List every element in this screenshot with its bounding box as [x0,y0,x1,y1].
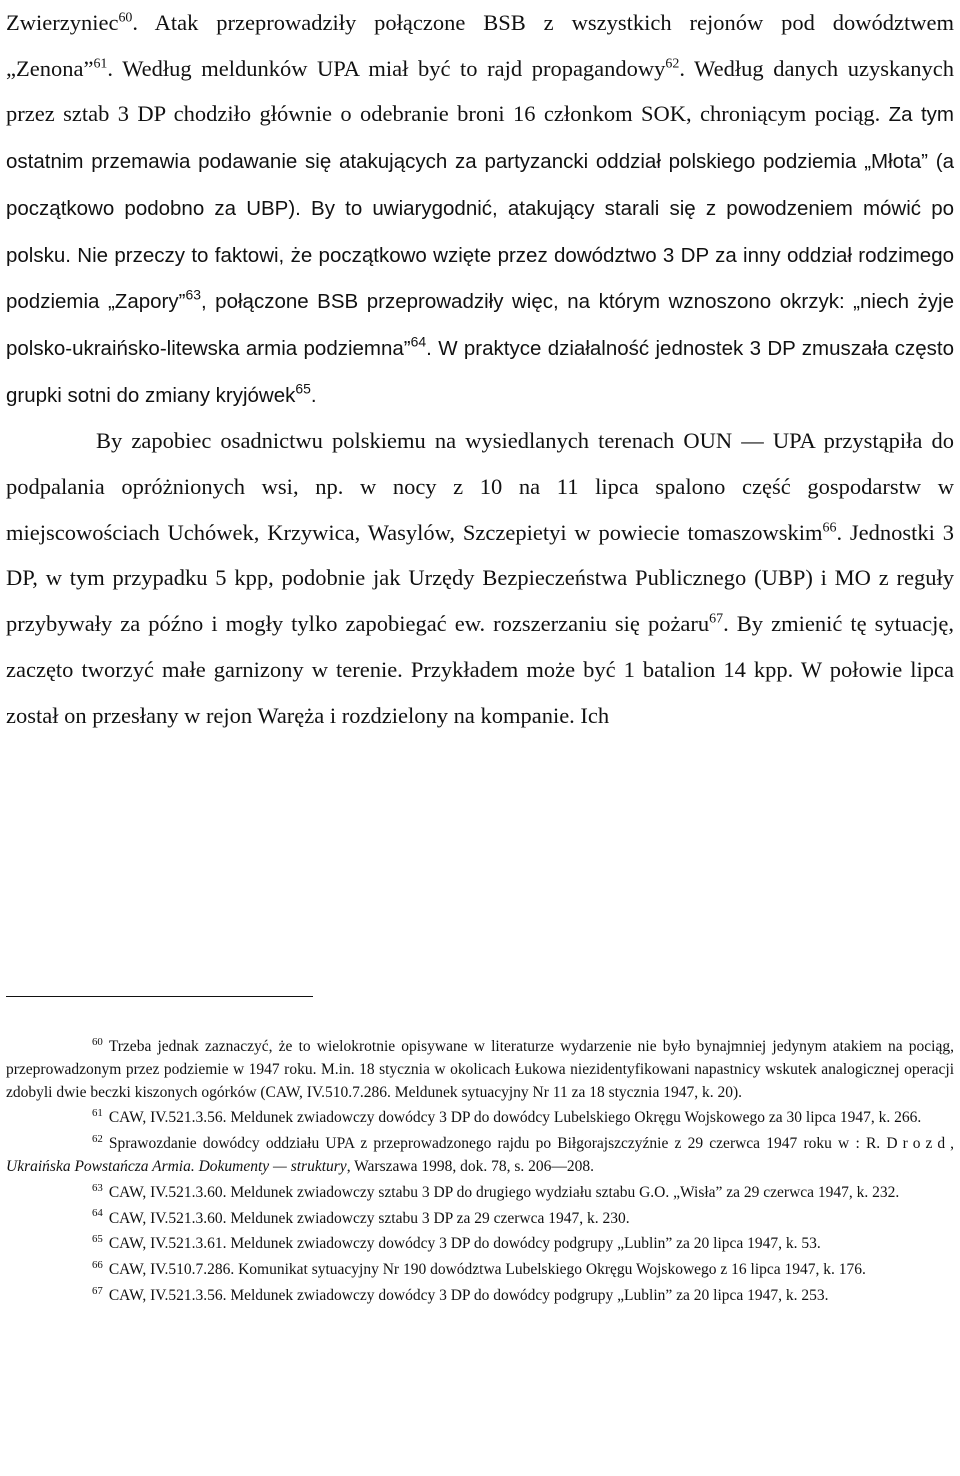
footnotes [6,1036,954,1308]
footnote [6,1259,954,1282]
footnote-ref: 60 [92,1035,103,1048]
document-page [6,0,954,1304]
text-run: . Według meldunków UPA miał być to rajd propagandowy [107,55,666,81]
footnote [6,1133,954,1179]
footnote-ref: 62 [92,1133,103,1146]
text-run: Za tym ostatnim przemawia podawanie się atakujących za partyzancki oddział polskiego podziemia „Młota” (a początkowo podobno za UBP). By to uwiarygodnić, atakujący starali się z powodzeniem mówić po polsku. Nie przeczy to faktowi, że początkowo wzięte przez dowództwo 3 DP za inny oddział rodzimego podziemia „Zapory” [6,103,954,314]
text-run: , [950,1135,954,1153]
footnote-ref: 65 [295,380,311,397]
footnote [6,1285,954,1308]
text-run: CAW, IV.510.7.286. Komunikat sytuacyjny Nr 190 dowództwa Lubelskiego Okręgu Wojskowego z 16 lipca 1947, k. 176. [108,1261,866,1279]
text-run: Sprawozdanie dowódcy oddziału UPA z przeprowadzonego rajdu po Biłgorajszczyźnie z 29 czerwca 1947 roku w : R. [108,1135,887,1153]
footnote-ref: 66 [92,1259,103,1272]
footnote-ref: 64 [92,1207,103,1220]
footnote [6,1182,954,1205]
footnote-ref: 61 [93,56,108,72]
footnote-ref: 62 [665,56,680,72]
footnote [6,1107,954,1130]
text-run: CAW, IV.521.3.61. Meldunek zwiadowczy dowódcy 3 DP do dowódcy podgrupy „Lublin” za 20 lipca 1947, k. 53. [108,1235,821,1253]
text-run: . Według danych uzyskanych przez sztab 3 DP chodziło głównie o odebranie broni 16 członkom SOK, chroniącym pociąg. [6,55,954,127]
footnote-ref: 64 [410,333,427,350]
author-name: Drozd [886,1135,951,1153]
text-run: , połączone BSB przeprowadziły więc, na którym wznoszono okrzyk: „niech żyje polsko-ukraińsko-litewska armia podziemna” [6,290,954,360]
footnote [6,1208,954,1231]
paragraph-2 [6,418,954,738]
footnote-ref: 60 [118,10,133,26]
text-run: CAW, IV.521.3.60. Meldunek zwiadowczy sztabu 3 DP do drugiego wydziału sztabu G.O. „Wisła” za 29 czerwca 1947, k. 232. [108,1183,900,1201]
footnote-ref: 67 [709,611,724,627]
footnote-ref: 65 [92,1233,103,1246]
text-run: . W praktyce działalność jednostek 3 DP zmuszała często grupki sotni do zmiany kryjówek [6,336,954,407]
footnote [6,1233,954,1256]
text-run: . Jednostki 3 DP, w tym przypadku 5 kpp, podobnie jak Urzędy Bezpieczeństwa Publicznego (UBP) i MO z reguły przybywały za późno i mogły tylko zapobiegać ew. rozszerzaniu się pożaru [6,519,954,637]
text-run: By zapobiec osadnictwu polskiemu na wysiedlanych terenach OUN — UPA przystąpiła do podpalania opróżnionych wsi, np. w nocy z 10 na 11 lipca spalono część gospodarstw w miejscowościach Uchówek, Krzywica, Wasylów, Szczepietyi w powiecie tomaszowskim [6,428,954,545]
text-run: CAW, IV.521.3.56. Meldunek zwiadowczy dowódcy 3 DP do dowódcy Lubelskiego Okręgu Wojskowego za 30 lipca 1947, k. 266. [108,1109,922,1127]
text-run: Zwierzyniec [6,10,119,35]
footnote-ref: 61 [92,1107,103,1120]
text-run: CAW, IV.521.3.60. Meldunek zwiadowczy sztabu 3 DP za 29 czerwca 1947, k. 230. [108,1209,630,1227]
paragraph-1 [6,0,954,418]
text-run: CAW, IV.521.3.56. Meldunek zwiadowczy dowódcy 3 DP do dowódcy podgrupy „Lublin” za 20 lipca 1947, k. 253. [108,1286,829,1304]
italic-title: Ukraińska Powstańcza Armia. Dokumenty — struktury [6,1157,347,1175]
footnote-ref: 67 [92,1284,103,1297]
body-text [6,0,954,738]
footnote [6,1036,954,1104]
text-run: . By zmienić tę sytuację, zaczęto tworzyć małe garnizony w terenie. Przykładem może być 1 batalion 14 kpp. W połowie lipca został on przesłany w rejon Warężа i rozdzielony na kompanie. Ich [6,611,954,728]
footnote-separator [6,996,313,997]
text-run: . [310,383,317,407]
text-run: , Warszawa 1998, dok. 78, s. 206—208. [346,1157,594,1175]
footnote-ref: 66 [822,520,837,536]
text-run: Trzeba jednak zaznaczyć, że to wielokrotnie opisywane w literaturze wydarzenie nie było bynajmniej jedynym atakiem na pociąg, przeprowadzonym przez podziemie w 1947 roku. M.in. 18 stycznia w okolicach Łukowa niezidentyfikowani napastnicy wskutek analogicznej operacji zdobyli dwie beczki kiszonych ogórków (CAW, IV.510.7.286. Meldunek sytuacyjny Nr 11 za 18 stycznia 1947, k. 20). [6,1038,954,1101]
text-run: . Atak przeprowadziły połączone BSB z wszystkich rejonów pod dowództwem „Zenona” [6,10,954,81]
footnote-ref: 63 [92,1181,103,1194]
footnote-ref: 63 [185,286,201,303]
